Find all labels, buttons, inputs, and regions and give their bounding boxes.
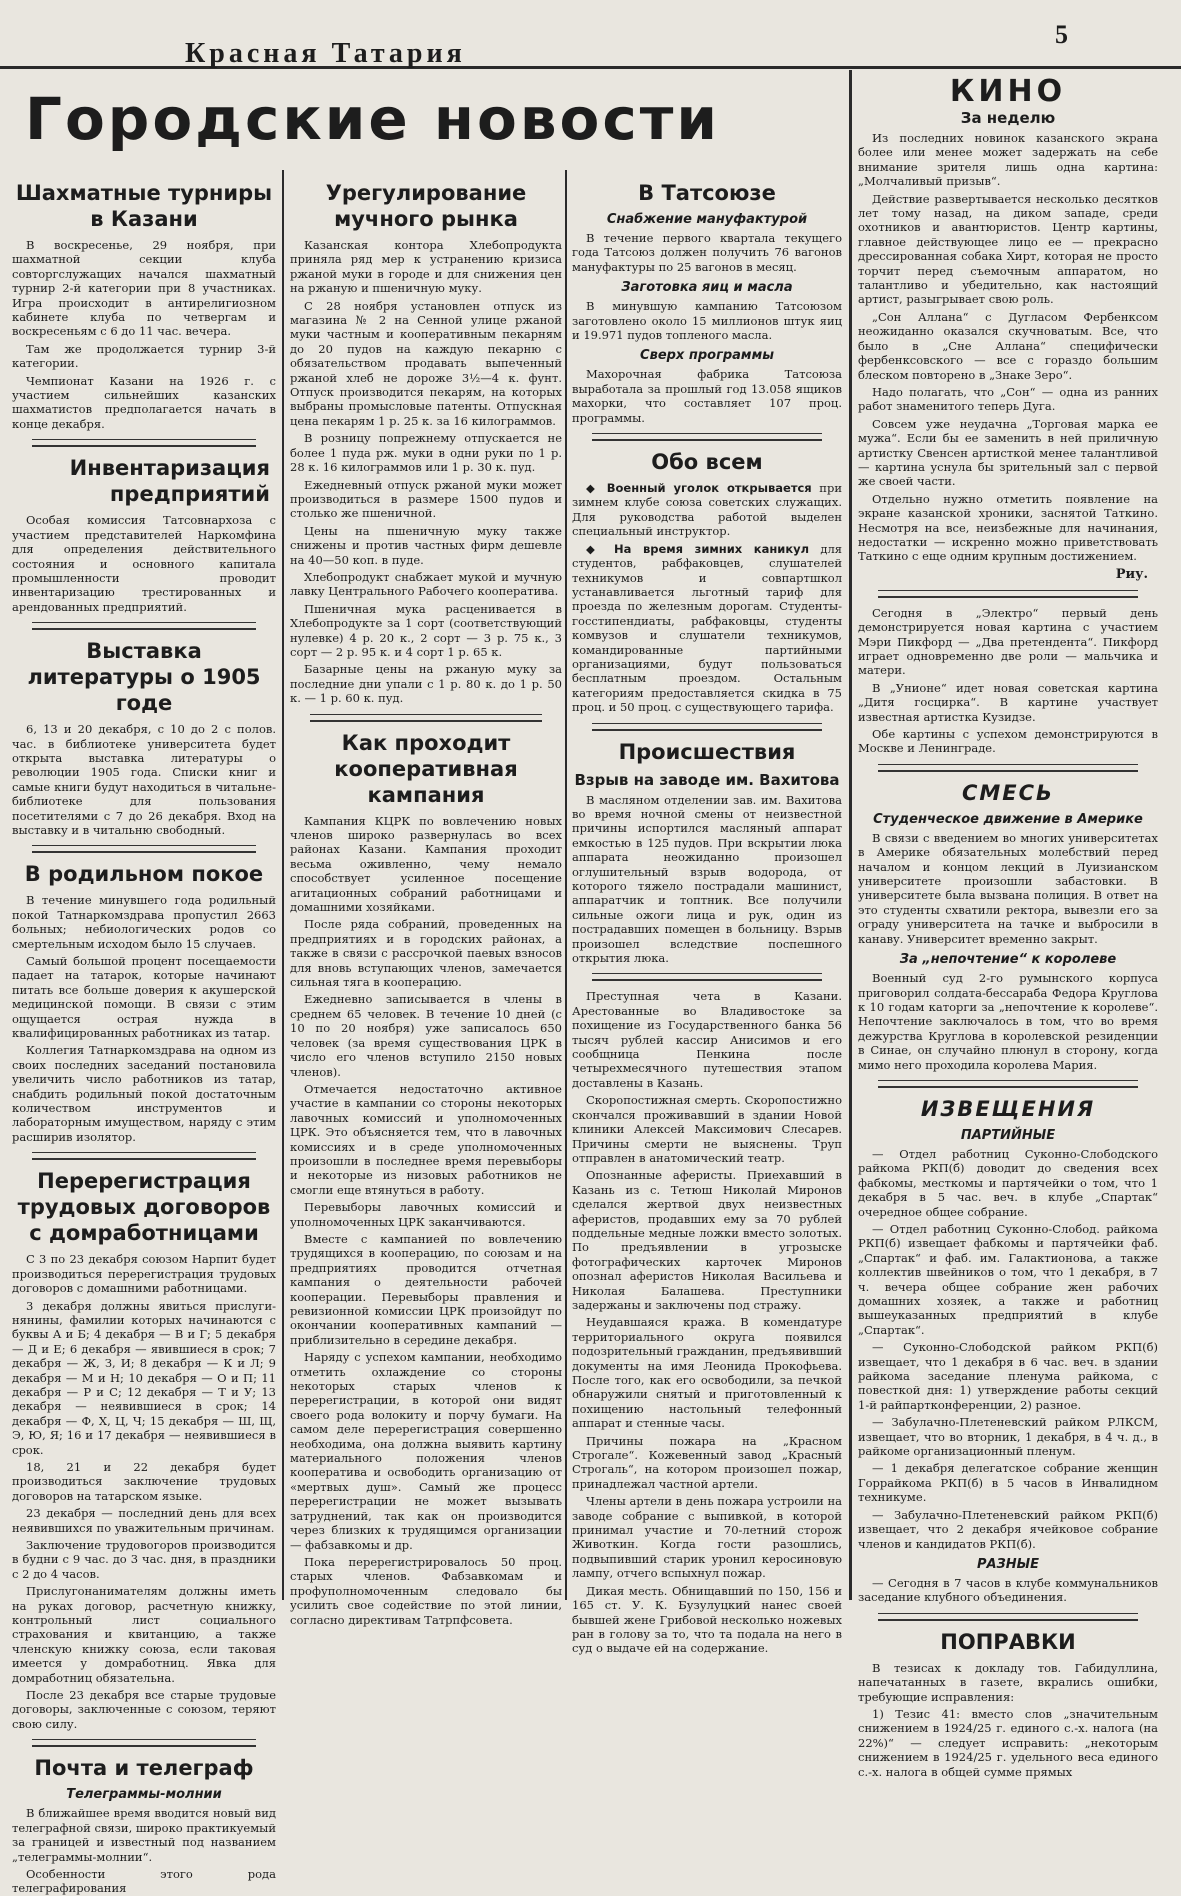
article-subtitle: Студенческое движение в Америке (873, 811, 1143, 827)
news-item-text: для студентов, рабфаковцев, слушателей техникумов и совпартшкол устанавливается льготный тариф для проезда по железным дорогам. Студенты-госстипендиаты, рабфаковцы, студенты комвузов и слушатели техникумов, командированные партийными организациями, будут пользоваться бесплатным проездом. Остальным категориям предоставляется скидка в 75 проц. и 50 проц. с существующего тарифа. (572, 541, 843, 715)
article-paragraph: Ежедневно записывается в члены в среднем 65 человек. В течение 10 дней (с 10 по 20 ноября) уже записалось 650 человек (за время существования ЦРК в число его членов вступило 2150 новых членов). (290, 992, 562, 1079)
divider (592, 723, 822, 731)
article-paragraph: Неудавшаяся кража. В комендатуре территориального округа появился подозрительный гражданин, предъявивший документы на имя Леонида Прокофьева. После того, как его освободили, за печкой обнаружили снятый и приготовленный к похищению настольный телефонный аппарат и стенные часы. (572, 1315, 842, 1431)
article-paragraph: Действие развертывается несколько десятков лет тому назад, на диком западе, среди охотников и авантюристов. Центр картины, главное действующее лицо ее — прекрасно дрессированная собака Хирт, которая не просто торчит перед съемочным аппаратом, но талантливо и убедительно, как настоящий артист, разыгрывает свою роль. (858, 191, 1158, 307)
article-paragraph: Заключение трудовогоров производится в будни с 9 час. до 3 час. дня, в праздники с 2 до 4 часов. (12, 1538, 276, 1581)
article-title: КИНО (949, 74, 1067, 109)
column-3 (572, 172, 843, 1656)
article-paragraph: Хлебопродукт снабжает мукой и мучную лавку Центрального Рабочего кооператива. (290, 569, 562, 599)
divider (32, 622, 256, 630)
article-paragraph: Пшеничная мука расценивается в Хлебопродукте за 1 сорт (соответствующий нулевке) 4 р. 20 к., 2 сорт — 3 р. 75 к., 3 сорт — 2 р. 95 к. и 4 сорт 1 р. 65 к. (290, 601, 562, 659)
column-rule (282, 170, 284, 1600)
news-item (572, 481, 842, 539)
article-title: Обо всем (651, 450, 763, 475)
article-paragraph: В розницу попрежнему отпускается не более 1 пуда рж. муки в одни руки по 1 р. 28 к. 16 килограммов или 1 р. 30 к. пуд. (290, 431, 562, 475)
article-paragraph: Пока перерегистрировалось 50 проц. старых членов. Фабзавкомам и профуполномоченным следовало бы усилить свое содействие по этой линии, согласно директивам Татрпфсовета. (290, 1554, 562, 1627)
article-paragraph: Отдельно нужно отметить появление на экране казанской хроники, заснятой Таткино. Несмотря на все, неизбежные для начинания, недостатки — искренно можно приветствовать Таткино с еще одним крупным достижением. (858, 491, 1158, 564)
article-paragraph: В ближайшее время вводится новый вид телеграфной связи, широко практикуемый за границей и известный под названием „телеграммы-молнии“. (12, 1806, 276, 1864)
article-title: Происшествия (618, 739, 796, 764)
article-paragraph: В течение минувшего года родильный покой Татнаркомздрава пропустил 2663 больных; небиологических родов со смертельным исходом было 15 случаев. (12, 893, 276, 951)
article-paragraph: Чемпионат Казани на 1926 г. с участием сильнейших казанских шахматистов предполагается начать в конце декабря. (12, 373, 276, 431)
news-item-head: ◆ На время зимних каникул (586, 541, 810, 556)
column-1 (12, 172, 276, 1896)
article-paragraph: Скоропостижная смерть. Скоропостижно скончался проживавший в здании Новой клиники Алексей Максимович Слесарев. Причины смерти не выяснены. Труп отправлен в анатомический театр. (572, 1093, 842, 1165)
article-subtitle: Заготовка яиц и масла (621, 280, 793, 296)
article-paragraph: В тезисах к докладу тов. Габидуллина, напечатанных в газете, вкрались ошибки, требующие исправления: (858, 1660, 1158, 1704)
article-paragraph: С 3 по 23 декабря союзом Нарпит будет производиться перерегистрация трудовых договоров с домашними работницами. (12, 1252, 276, 1296)
article-paragraph: После 23 декабря все старые трудовые договоры, заключенные с союзом, теряют свою силу. (12, 1688, 276, 1731)
article-paragraph: В воскресенье, 29 ноября, при шахматной секции клуба совторгслужащих начался шахматный турнир 2-й категории при 8 участниках. Игра происходит в антирелигиозном кабинете клуба по четвергам и воскресеньям с 6 до 11 час. вечера. (12, 238, 276, 339)
article-subtitle: РАЗНЫЕ (976, 1556, 1040, 1572)
notice-item: — Забулачно-Плетеневский райком РКП(б) извещает, что 2 декабря ячейковое собрание членов и кандидатов РКП(б). (858, 1507, 1158, 1551)
article-paragraph: Махорочная фабрика Татсоюза выработала за прошлый год 13.058 ящиков махорки, что составляет 107 проц. программы. (572, 367, 842, 425)
notice-item: — Отдел работниц Суконно-Слобод. райкома РКП(б) извещает фабкомы и партячейки фаб. „Спартак“ и фаб. им. Галактионова, а также коллектив швейников о том, что 1 декабря, в 7 ч. вечера общее собрание жен рабочих домашних хозяек, а также и работниц вышеуказанных предприятий в клубе „Спартак“. (858, 1221, 1158, 1337)
article-paragraph: Члены артели в день пожара устроили на заводе собрание с выпивкой, в которой принимал участие и 70-летний сторож Животкин. Когда гости разошлись, подвыпивший старик уронил керосиновую лампу, отчего вспыхнул пожар. (572, 1494, 842, 1581)
article-paragraph: Там же продолжается турнир 3-й категории. (12, 341, 276, 371)
notice-item: — Сегодня в 7 часов в клубе коммунальников заседание клубного объединения. (858, 1575, 1158, 1605)
article-paragraph: 23 декабря — последний день для всех неявившихся по уважительным причинам. (12, 1506, 276, 1535)
divider (878, 1613, 1138, 1621)
notice-item: — Отдел работниц Суконно-Слободского райкома РКП(б) доводит до сведения всех фабкомы, месткомы и партячейки о том, что 1 декабря в 5 час. веч. в клубе „Спартак“ очередное общее собрание. (858, 1146, 1158, 1219)
article-paragraph: Обе картины с успехом демонстрируются в Москве и Ленинграде. (858, 727, 1158, 756)
article-subtitle: Снабжение мануфактурой (606, 212, 808, 227)
divider (32, 845, 256, 853)
divider (592, 433, 822, 441)
article-title: В родильном покое (24, 862, 264, 887)
article-subtitle: За неделю (960, 109, 1056, 127)
article-title: Шахматные турниры в Казани (15, 181, 273, 231)
article-paragraph: Дикая месть. Обнищавший по 150, 156 и 165 ст. У. К. Бузулуцкий нанес своей бывшей жене Грибовой несколько ножевых ран в голову за то, что та подала на него в суд о выдаче ей на содержание. (572, 1583, 842, 1656)
article-paragraph: Причины пожара на „Красном Строгале“. Кожевенный завод „Красный Строгаль“, на котором произошел пожар, принадлежал частной артели. (572, 1433, 842, 1491)
article-title: Перерегистрация трудовых договоров с домработницами (17, 1169, 271, 1246)
article-paragraph: Совсем уже неудачна „Торговая марка ее мужа“. Если бы ее заменить в ней приличную артистку Свенсен артисткой менее талантливой — картина уснула бы зрительный зал с первой же своей части. (858, 416, 1158, 489)
newspaper-name: Красная Татария (185, 38, 466, 69)
article-paragraph: В масляном отделении зав. им. Вахитова во время ночной смены от неизвестной причины испортился масляный аппарат емкостью в 125 пудов. При вскрытии люка аппарата неожиданно произошел оглушительный взрыв водорода, от которого тяжело пострадали машинист, аппаратчик и топтник. Все получили сильные ожоги лица и рук, один из пострадавших помещен в больницу. Взрыв произошел вследствие поспешного открытия люка. (572, 792, 842, 966)
article-paragraph: В „Унионе“ идет новая советская картина „Дитя госцирка“. В картине участвует известная артистка Кузидзе. (858, 680, 1158, 724)
divider (32, 1152, 256, 1160)
article-paragraph: Кампания КЦРК по вовлечению новых членов широко развернулась во всех районах Казани. Кампания проходит весьма оживленно, чему немало способствует усиленное посещение агитационных собраний работницами и домашними хозяйками. (290, 813, 562, 915)
article-paragraph: 3 декабря должны явиться прислуги-нянины, фамилии которых начинаются с буквы А и Б; 4 декабря — В и Г; 5 декабря — Д и Е; 6 декабря — явившиеся в срок; 7 декабря — Ж, З, И; 8 декабря — К и Л; 9 декабря — М и Н; 10 декабря — О и П; 11 декабря — Р и С; 12 декабря — Т и У; 13 декабря — неявившиеся в срок; 14 декабря — Ф, Х, Ц, Ч; 15 декабря — Ш, Щ, Э, Ю, Я; 16 и 17 декабря — неявившиеся в срок. (12, 1298, 276, 1457)
article-paragraph: Вместе с кампанией по вовлечению трудящихся в кооперацию, по союзам и на предприятиях проводится отчетная кампания о деятельности рабочей кооперации. Перевыборы правления и ревизионной комиссии ЦРК произойдут по окончании кооперативных кампаний — приблизительно в середине декабря. (290, 1231, 562, 1347)
author-signature: Риу. (1115, 566, 1148, 582)
column-4 (858, 74, 1158, 1779)
article-paragraph: Казанская контора Хлебопродукта приняла ряд мер к устранению кризиса ржаной муки в городе и для снижения цен на ржаную и пшеничную муку. (290, 238, 562, 296)
article-title: Как проходит кооперативная кампания (334, 730, 518, 807)
news-item-text: при зимнем клубе союза советских служащих. Для руководства работой выделен специальный инструктор. (572, 481, 842, 539)
divider (310, 714, 542, 722)
article-title: ПОПРАВКИ (940, 1629, 1076, 1654)
column-rule (849, 70, 852, 1600)
article-paragraph: Преступная чета в Казани. Арестованные во Владивостоке за похищение из Государственного банка 56 тысяч рублей кассир Анисимов и его сообщница Пенкина после четырехмесячного путешествия этапом доставлены в Казань. (572, 989, 842, 1090)
article-paragraph: Надо полагать, что „Сон“ — одна из ранних работ знаменитого теперь Дуга. (858, 384, 1158, 414)
article-paragraph: 1) Тезис 41: вместо слов „значительным снижением в 1924/25 г. единого с.-х. налога (на 22%)“ — следует исправить: „некоторым снижением в 1924/25 г. удельного веса единого с.-х. налога в общей сумме прямых (858, 1706, 1158, 1779)
divider (878, 1080, 1138, 1088)
article-paragraph: В течение первого квартала текущего года Татсоюз должен получить 76 вагонов мануфактуры по 25 вагонов в месяц. (572, 231, 842, 274)
page-number: 5 (1055, 20, 1068, 49)
article-paragraph: Военный суд 2-го румынского корпуса приговорил солдата-бессараба Федора Круглова к 10 годам каторги за „непочтение к королеве“. Непочтение заключалось в том, что во время дежурства Круглова в королевской резиденции в Синае, он случайно плюнул в сторону, когда мимо него проходила королева Мария. (858, 971, 1158, 1072)
article-paragraph: После ряда собраний, проведенных на предприятиях и в городских районах, а также в связи с рассрочкой паевых взносов для вновь вступающих членов, замечается сильная тяга в кооперацию. (290, 917, 562, 990)
section-title: Городские новости (25, 85, 721, 153)
article-paragraph: В минувшую кампанию Татсоюзом заготовлено около 15 миллионов штук яиц и 19.971 пудов топленого масла. (572, 299, 842, 343)
article-subtitle: Телеграммы-молнии (66, 1787, 222, 1803)
article-paragraph: 6, 13 и 20 декабря, с 10 до 2 с полов. час. в библиотеке университета будет открыта выставка литературы о революции 1905 года. Списки книг и самые книги будут находиться в читальне-библиотеке для пользования посетителями с 7 до 26 декабря. Вход на выставку и в читальню свободный. (12, 722, 276, 837)
article-paragraph: 18, 21 и 22 декабря будет производиться заключение трудовых договоров на татарском языке. (12, 1459, 276, 1503)
article-subtitle: ПАРТИЙНЫЕ (960, 1127, 1056, 1143)
article-paragraph: „Сон Аллана“ с Дугласом Фербенксом неожиданно оказался скучноватым. Все, что было в „Сне Аллана“ специфически фербенксовского — все с гораздо большим блеском повторено в „Знаке Зеро“. (858, 309, 1158, 382)
divider (592, 973, 822, 981)
divider (878, 590, 1138, 598)
article-paragraph: Ежедневный отпуск ржаной муки может производиться в размере 1500 пудов и столько же пшеничной. (290, 477, 562, 521)
article-paragraph: Из последних новинок казанского экрана более или менее может задержать на себе внимание зрителя лишь одна картина: „Молчаливый призыв“. (858, 131, 1158, 189)
article-title: Инвентаризация предприятий (69, 456, 270, 507)
article-paragraph: Отмечается недостаточно активное участие в кампании со стороны некоторых лавочных комиссий и уполномоченных ЦРК. Это объясняется тем, что в лавочных комиссиях и в среде уполномоченных произошли в последнее время перевыборы и некоторые из низовых работников не смогли еще втянуться в работу. (290, 1081, 562, 1197)
article-paragraph: Цены на пшеничную муку также снижены и против частных фирм дешевле на 40—50 коп. в пуде. (290, 523, 562, 567)
article-title: СМЕСЬ (961, 780, 1055, 805)
notice-item: — Суконно-Слободской райком РКП(б) извещает, что 1 декабря в 6 час. веч. в здании райкома заседание пленума райкома, с повесткой дня: 1) утверждение работы секций 1-й райпартконференции, 2) разное. (858, 1340, 1158, 1412)
column-rule (565, 170, 567, 1600)
article-title: Почта и телеграф (34, 1756, 254, 1781)
article-paragraph: Коллегия Татнаркомздрава на одном из своих последних заседаний постановила увеличить число работников из татар, снабдить родильный покой достаточным количеством инструментов и лабораторным имуществом, наряду с этим расширив изолятор. (12, 1043, 276, 1144)
article-paragraph: Сегодня в „Электро“ первый день демонстрируется новая картина с участием Мэри Пикфорд — „Два претендента“. Пикфорд играет одновременно две роли — мальчика и матери. (858, 605, 1158, 678)
column-2 (290, 172, 562, 1627)
masthead (0, 0, 1181, 69)
article-paragraph: В связи с введением во многих университетах в Америке обязательных молебствий перед началом и концом лекций в Луизианском университете произошли забастовки. В университете была вызвана полиция. В ответ на это студенты схватили ректора, вывезли его за ограду университета на тачке и выбросили в канаву. Университет временно закрыт. (858, 830, 1158, 946)
article-subtitle: Взрыв на заводе им. Вахитова (574, 770, 840, 789)
notice-item: — 1 декабря делегатское собрание женщин Горрайкома РКП(б) в 5 часов в Инвалидном техникуме. (858, 1461, 1158, 1505)
article-paragraph: Базарные цены на ржаную муку за последние дни упали с 1 р. 80 к. до 1 р. 50 к. — 1 р. 60 к. пуд. (290, 662, 562, 706)
article-paragraph: Особенности этого рода телеграфирования (12, 1866, 276, 1896)
article-subtitle: За „непочтение“ к королеве (899, 952, 1117, 968)
divider (32, 1739, 256, 1747)
notice-item: — Забулачно-Плетеневский райком РЛКСМ, извещает, что во вторник, 1 декабря, в 4 ч. д., в райкоме организационный пленум. (858, 1415, 1158, 1459)
article-paragraph: Особая комиссия Татсовнархоза с участием представителей Наркомфина для определения действительного состояния и основного капитала промышленности проводит инвентаризацию трестированных и арендованных предприятий. (12, 513, 276, 614)
article-paragraph: Прислугонанимателям должны иметь на руках договор, расчетную книжку, контрольный лист социального страхования и квитанцию, а также членскую книжку союза, если таковая имеется у домработниц. Явка для домработниц обязательна. (12, 1584, 276, 1685)
article-paragraph: Перевыборы лавочных комиссий и уполномоченных ЦРК заканчиваются. (290, 1200, 562, 1229)
news-item-head: ◆ Военный уголок открывается (586, 481, 812, 496)
article-paragraph: Самый большой процент посещаемости падает на татарок, которые начинают питать все больше доверия к акушерской медицинской помощи. В связи с этим ощущается острая нужда в квалифицированных работниках из татар. (12, 954, 276, 1041)
article-title: В Татсоюзе (638, 181, 776, 205)
article-subtitle: Сверх программы (640, 348, 774, 364)
article-title: Урегулирование мучного рынка (325, 181, 527, 231)
divider (878, 764, 1138, 772)
article-paragraph: Опознанные аферисты. Приехавший в Казань из с. Тетюш Николай Миронов сделался жертвой двух неизвестных аферистов, продавших ему за 70 рублей поддельные медные ложки вместо золотых. По предъявлении в угрозыске фотографических карточек Миронов опознал аферистов Николая Васильева и Николая Балашева. Преступники задержаны и заключены под стражу. (572, 1168, 842, 1312)
news-item (572, 542, 842, 715)
article-paragraph: Наряду с успехом кампании, необходимо отметить охлаждение со стороны некоторых старых членов к перерегистрации, в которой они видят своего рода волокиту и порчу бумаги. На самом деле перерегистрация совершенно необходима, она должна выявить картину материального положения членов кооператива и освободить организацию от «мертвых душ». Самый же процесс перерегистрации не может вызывать затруднений, так как он производится через близких к трудящимся организации — фабзавкомы и др. (290, 1350, 562, 1552)
divider (32, 439, 256, 447)
article-title: Выставка литературы о 1905 годе (27, 639, 261, 716)
article-title: ИЗВЕЩЕНИЯ (920, 1096, 1096, 1121)
article-paragraph: С 28 ноября установлен отпуск из магазина № 2 на Сенной улице ржаной муки частным и кооперативным пекарням до 20 пудов на каждую пекарню с обязательством продавать выпеченный ржаной хлеб не дороже 3½—4 к. фунт. Отпуск производится пекарям, на которых выбраны промысловые патенты. Отпускная цена пекарям 1 р. 25 к. за 16 килограммов. (290, 298, 562, 428)
